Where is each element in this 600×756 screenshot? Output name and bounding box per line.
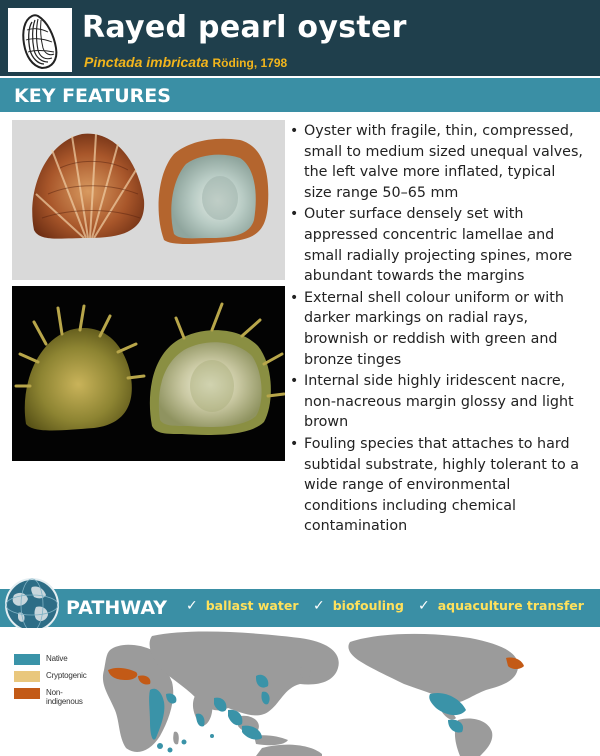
pathway-ballast-water	[186, 598, 299, 614]
shell-photo-black	[12, 286, 285, 461]
shell-photo-grey	[12, 120, 285, 280]
pathway-aquaculture-transfer	[418, 598, 584, 614]
species-name	[84, 54, 287, 70]
key-features-bar	[0, 78, 600, 112]
header-banner	[0, 0, 600, 76]
oyster-shell-sketch-icon	[8, 8, 72, 72]
feature-item: • Oyster with fragile, thin, compressed, small to medium sized unequal valves, the left valve more inflated, typical size range 50–65 mm	[287, 121, 587, 203]
key-features-list	[287, 121, 587, 538]
legend-swatch	[14, 654, 40, 665]
feature-item: • Fouling species that attaches to hard subtidal substrate, highly tolerant to a wide range of environmental conditions including chemical contamination	[287, 434, 587, 537]
legend-swatch	[14, 671, 40, 682]
legend-label: Non-indigenous	[46, 688, 83, 706]
legend-label: Cryptogenic	[46, 671, 87, 680]
distribution-map	[0, 628, 600, 756]
pathway-label: biofouling	[332, 598, 404, 613]
scientific-name: Pinctada imbricata	[84, 54, 209, 70]
feature-item: • Internal side highly iridescent nacre, non-nacreous margin glossy and light brown	[287, 371, 587, 433]
key-features-heading: KEY FEATURES	[14, 85, 171, 107]
feature-item: • External shell colour uniform or with darker markings on radial rays, brownish or reddish with green and bronze tinges	[287, 288, 587, 370]
pathway-biofouling	[313, 598, 404, 614]
oyster-logo	[8, 8, 72, 72]
check-icon: ✓	[186, 598, 198, 614]
globe-icon	[4, 577, 60, 633]
pathway-heading: PATHWAY	[66, 597, 168, 619]
legend-label: Native	[46, 654, 68, 663]
page-title: Rayed pearl oyster	[82, 10, 407, 45]
check-icon: ✓	[313, 598, 325, 614]
feature-item: • Outer surface densely set with appressed concentric lamellae and small radially projecting spines, more abundant towards the margins	[287, 204, 587, 286]
pathway-label: ballast water	[205, 598, 299, 613]
pathway-label: aquaculture transfer	[437, 598, 584, 613]
legend-swatch	[14, 688, 40, 699]
species-authority: Röding, 1798	[212, 56, 288, 70]
check-icon: ✓	[418, 598, 430, 614]
